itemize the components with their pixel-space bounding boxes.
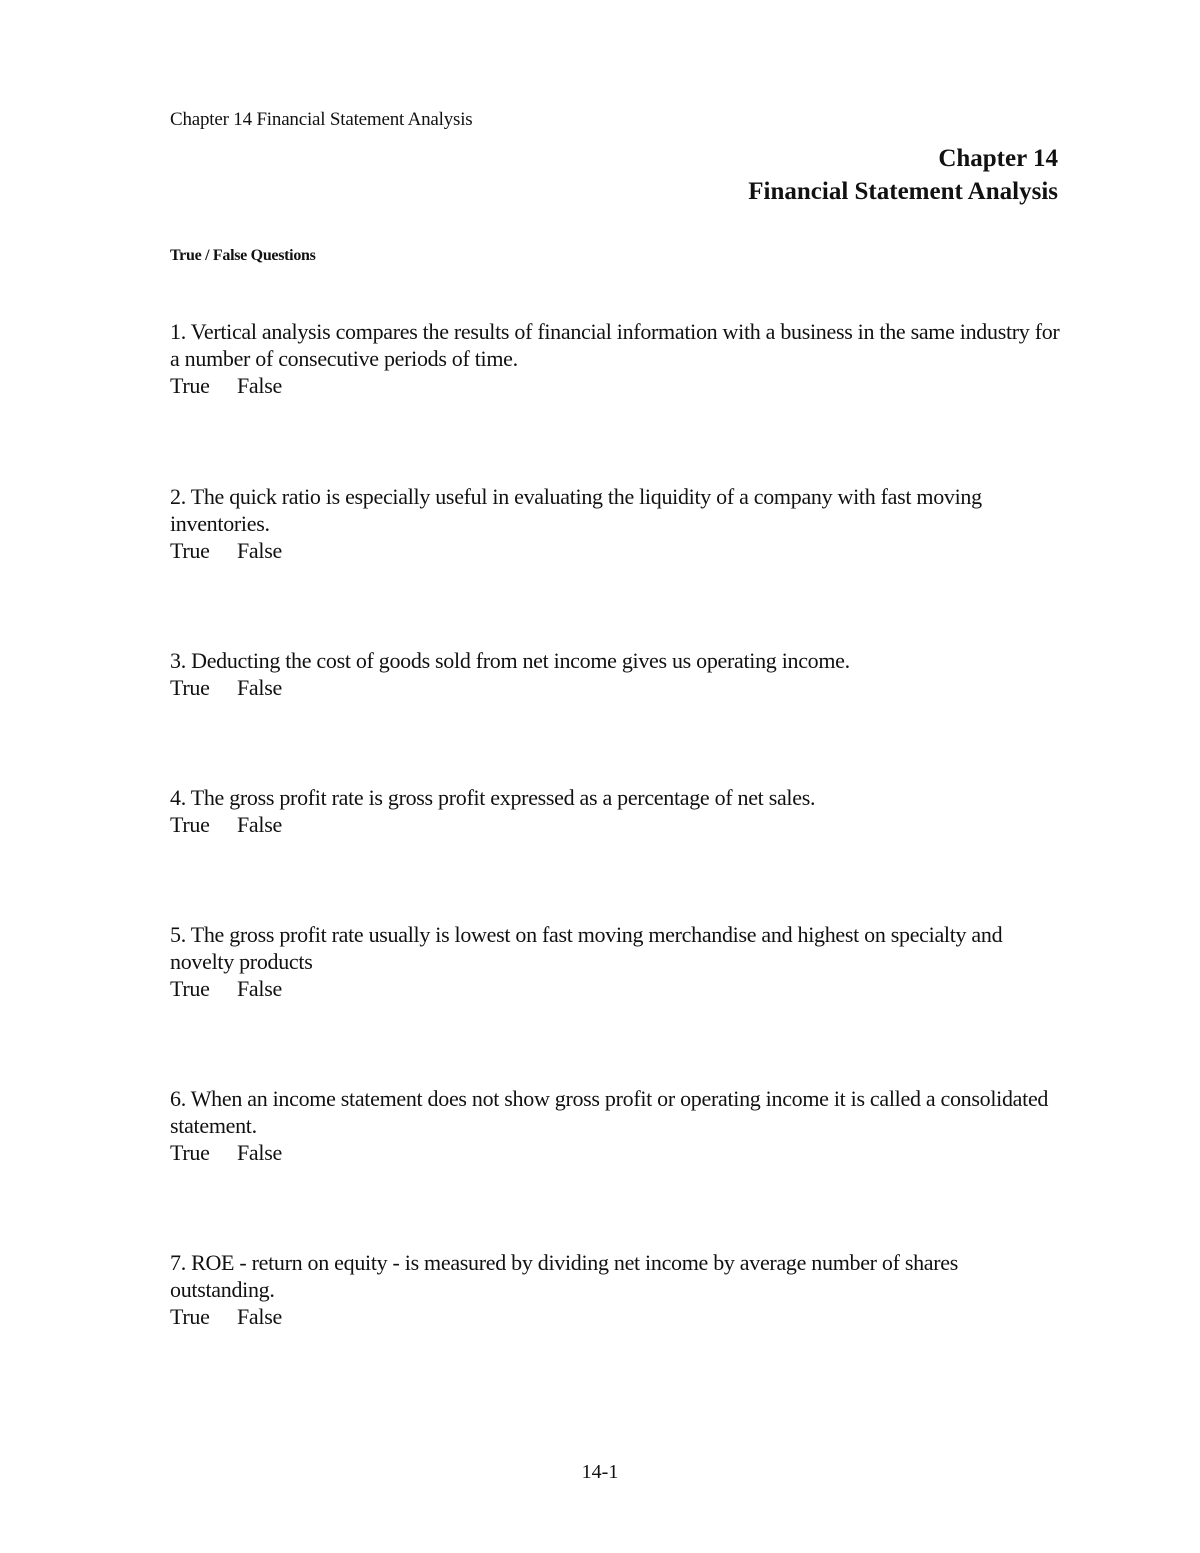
answer-choices [170, 674, 1060, 701]
answer-choices [170, 811, 1060, 838]
true-option: True [170, 538, 210, 563]
question-7 [170, 1249, 1060, 1330]
question-5 [170, 921, 1060, 1002]
question-4 [170, 784, 1060, 838]
false-option: False [237, 812, 282, 837]
true-option: True [170, 1140, 210, 1165]
question-6 [170, 1085, 1060, 1166]
answer-choices [170, 975, 1060, 1002]
question-text: 5. The gross profit rate usually is lowest on fast moving merchandise and highest on specialty and novelty products [170, 922, 1003, 974]
answer-choices [170, 372, 1060, 399]
false-option: False [237, 1140, 282, 1165]
answer-choices [170, 1139, 1060, 1166]
question-text: 6. When an income statement does not show gross profit or operating income it is called a consolidated statement. [170, 1086, 1049, 1138]
false-option: False [237, 1304, 282, 1329]
question-3 [170, 647, 1060, 701]
question-text: 3. Deducting the cost of goods sold from net income gives us operating income. [170, 648, 850, 673]
false-option: False [237, 538, 282, 563]
answer-choices [170, 1303, 1060, 1330]
chapter-title [748, 142, 1058, 208]
true-option: True [170, 675, 210, 700]
true-option: True [170, 812, 210, 837]
running-header: Chapter 14 Financial Statement Analysis [170, 109, 473, 130]
question-2 [170, 483, 1060, 564]
true-option: True [170, 373, 210, 398]
question-1 [170, 318, 1060, 399]
question-text: 4. The gross profit rate is gross profit expressed as a percentage of net sales. [170, 785, 816, 810]
false-option: False [237, 373, 282, 398]
false-option: False [237, 675, 282, 700]
false-option: False [237, 976, 282, 1001]
chapter-name: Financial Statement Analysis [748, 178, 1058, 205]
page-number: 14-1 [581, 1461, 619, 1483]
question-text: 2. The quick ratio is especially useful in evaluating the liquidity of a company with fast moving inventories. [170, 484, 982, 536]
question-text: 7. ROE - return on equity - is measured by dividing net income by average number of shares outstanding. [170, 1250, 959, 1302]
chapter-number: Chapter 14 [938, 145, 1058, 172]
true-option: True [170, 976, 210, 1001]
true-option: True [170, 1304, 210, 1329]
question-text: 1. Vertical analysis compares the results of financial information with a business in the same industry for a number of consecutive periods of time. [170, 319, 1060, 371]
section-heading: True / False Questions [170, 247, 316, 264]
answer-choices [170, 537, 1060, 564]
